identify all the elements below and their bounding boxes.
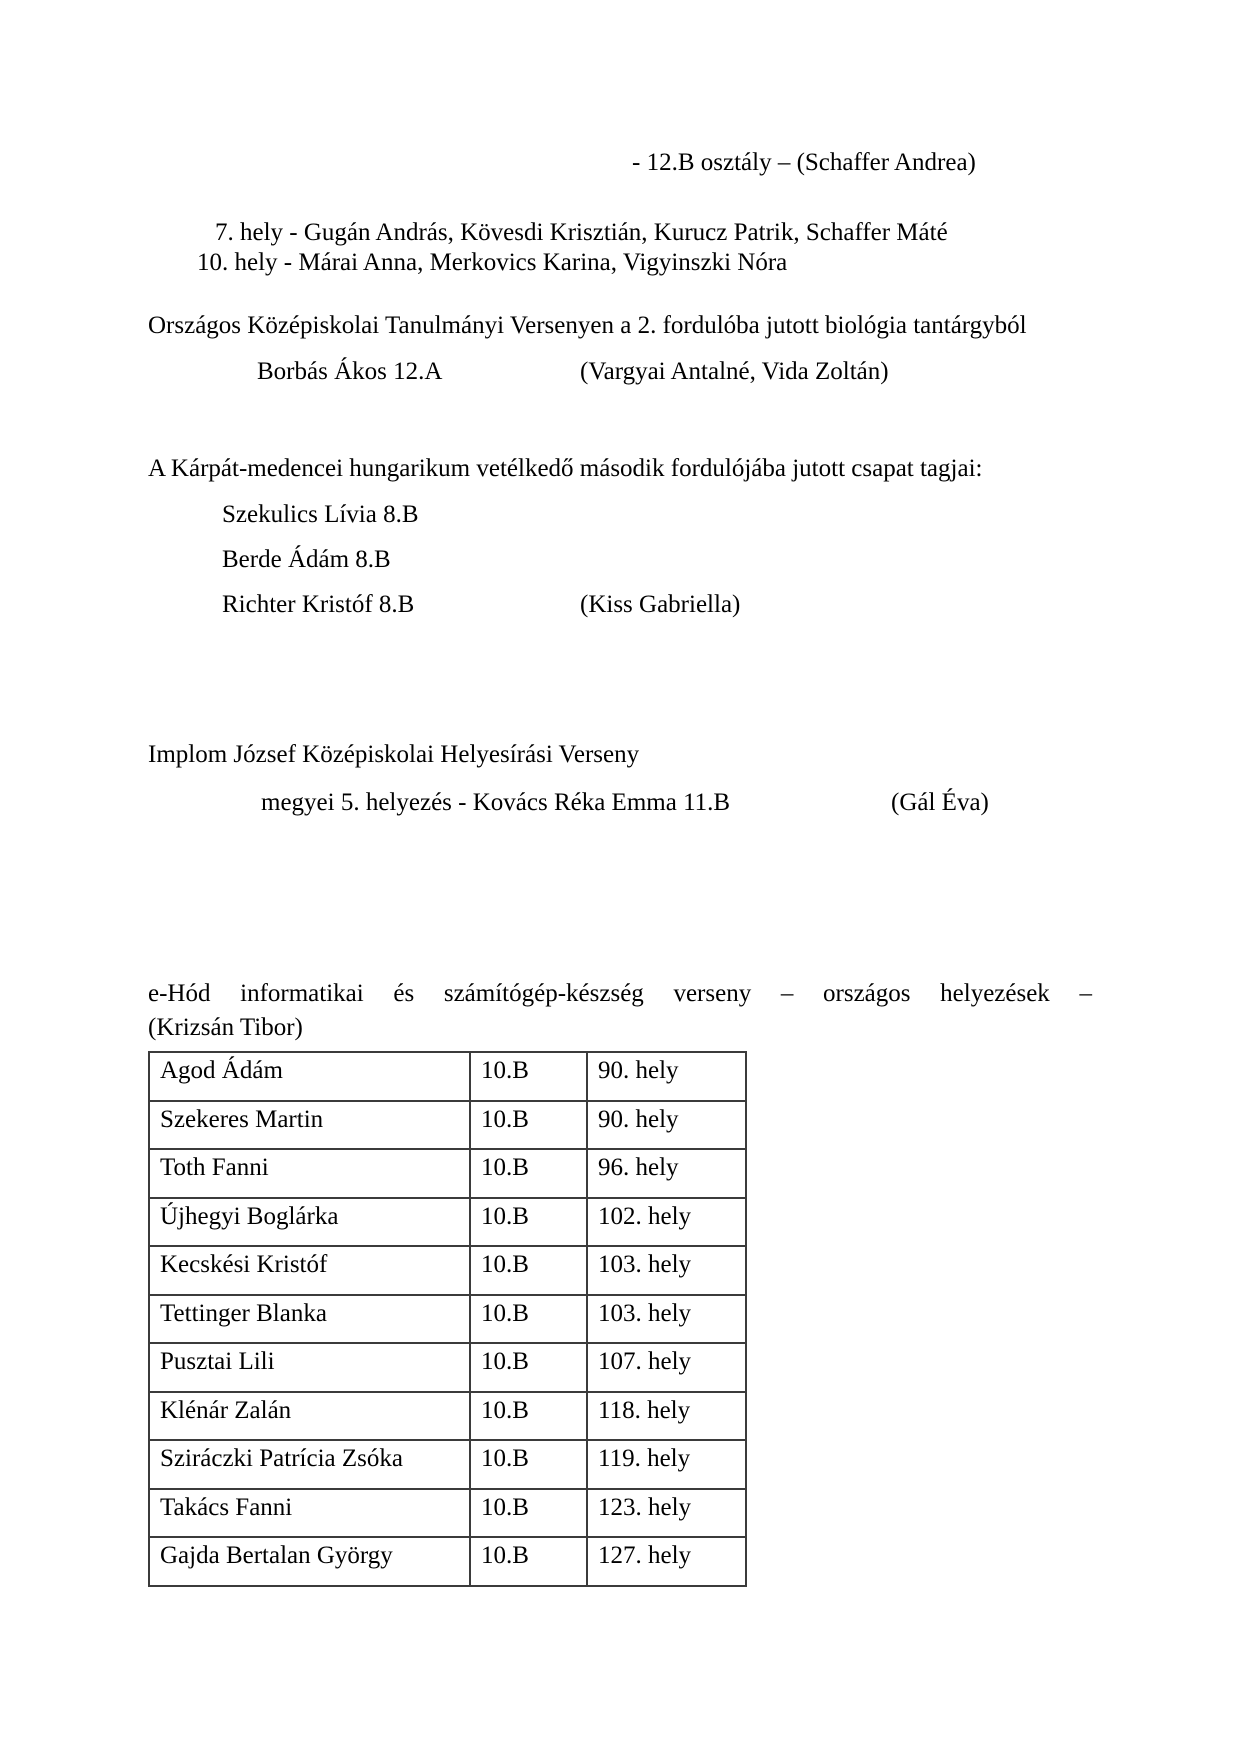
table-row — [149, 1343, 746, 1392]
oktv-title: Országos Középiskolai Tanulmányi Versenyen a 2. fordulóba jutott biológia tantárgyból — [148, 312, 1027, 339]
table-row — [149, 1489, 746, 1538]
table-cell-place: 90. hely — [587, 1101, 746, 1150]
ehod-title-word: verseny — [673, 980, 752, 1007]
oktv-teachers: (Vargyai Antalné, Vida Zoltán) — [580, 358, 889, 385]
table-cell-name: Klénár Zalán — [149, 1392, 470, 1441]
ehod-title-line — [148, 980, 1092, 1008]
oktv-student: Borbás Ákos 12.A — [257, 358, 443, 385]
ehod-results-table — [148, 1051, 747, 1587]
rank-10-line: 10. hely - Márai Anna, Merkovics Karina, Vigyinszki Nóra — [197, 249, 788, 276]
table-cell-place: 103. hely — [587, 1246, 746, 1295]
table-row — [149, 1392, 746, 1441]
table-cell-class: 10.B — [470, 1198, 587, 1247]
hungarikum-member-1: Szekulics Lívia 8.B — [222, 501, 419, 528]
table-cell-class: 10.B — [470, 1246, 587, 1295]
table-cell-name: Sziráczki Patrícia Zsóka — [149, 1440, 470, 1489]
table-row — [149, 1052, 746, 1101]
implom-teacher: (Gál Éva) — [891, 789, 989, 816]
table-cell-name: Szekeres Martin — [149, 1101, 470, 1150]
table-cell-place: 107. hely — [587, 1343, 746, 1392]
table-cell-class: 10.B — [470, 1149, 587, 1198]
table-row — [149, 1149, 746, 1198]
hungarikum-member-2: Berde Ádám 8.B — [222, 546, 391, 573]
table-cell-place: 127. hely — [587, 1537, 746, 1586]
implom-result: megyei 5. helyezés - Kovács Réka Emma 11.B — [261, 789, 731, 816]
table-cell-class: 10.B — [470, 1392, 587, 1441]
table-row — [149, 1246, 746, 1295]
table-cell-class: 10.B — [470, 1537, 587, 1586]
rank-7-line: 7. hely - Gugán András, Kövesdi Krisztián, Kurucz Patrik, Schaffer Máté — [215, 219, 948, 246]
table-cell-place: 102. hely — [587, 1198, 746, 1247]
ehod-title-word: országos — [823, 980, 911, 1007]
ehod-title-word: – — [1079, 980, 1092, 1007]
table-cell-class: 10.B — [470, 1440, 587, 1489]
ehod-title-word: informatikai — [240, 980, 364, 1007]
table-row — [149, 1101, 746, 1150]
table-cell-name: Tettinger Blanka — [149, 1295, 470, 1344]
table-cell-name: Takács Fanni — [149, 1489, 470, 1538]
table-row — [149, 1440, 746, 1489]
table-cell-place: 90. hely — [587, 1052, 746, 1101]
table-cell-place: 119. hely — [587, 1440, 746, 1489]
table-cell-name: Kecskési Kristóf — [149, 1246, 470, 1295]
table-cell-class: 10.B — [470, 1052, 587, 1101]
ehod-title-word: és — [393, 980, 415, 1007]
table-cell-name: Újhegyi Boglárka — [149, 1198, 470, 1247]
table-cell-class: 10.B — [470, 1343, 587, 1392]
table-cell-name: Pusztai Lili — [149, 1343, 470, 1392]
table-cell-class: 10.B — [470, 1101, 587, 1150]
ehod-title-word: – — [780, 980, 794, 1007]
table-cell-name: Agod Ádám — [149, 1052, 470, 1101]
ehod-title-word: e-Hód — [148, 980, 211, 1007]
table-cell-name: Gajda Bertalan György — [149, 1537, 470, 1586]
table-cell-place: 96. hely — [587, 1149, 746, 1198]
table-cell-place: 118. hely — [587, 1392, 746, 1441]
implom-title: Implom József Középiskolai Helyesírási Verseny — [148, 741, 640, 768]
table-row — [149, 1198, 746, 1247]
table-row — [149, 1295, 746, 1344]
hungarikum-teacher: (Kiss Gabriella) — [580, 591, 741, 618]
table-row — [149, 1537, 746, 1586]
table-cell-place: 123. hely — [587, 1489, 746, 1538]
table-cell-class: 10.B — [470, 1295, 587, 1344]
hungarikum-title: A Kárpát-medencei hungarikum vetélkedő második fordulójába jutott csapat tagjai: — [148, 455, 983, 482]
table-cell-name: Toth Fanni — [149, 1149, 470, 1198]
hungarikum-member-3: Richter Kristóf 8.B — [222, 591, 415, 618]
class-heading-line: - 12.B osztály – (Schaffer Andrea) — [632, 149, 976, 176]
ehod-organizer: (Krizsán Tibor) — [148, 1014, 303, 1041]
table-cell-place: 103. hely — [587, 1295, 746, 1344]
ehod-title-word: számítógép-készség — [443, 980, 644, 1007]
ehod-title-word: helyezések — [940, 980, 1050, 1007]
table-cell-class: 10.B — [470, 1489, 587, 1538]
